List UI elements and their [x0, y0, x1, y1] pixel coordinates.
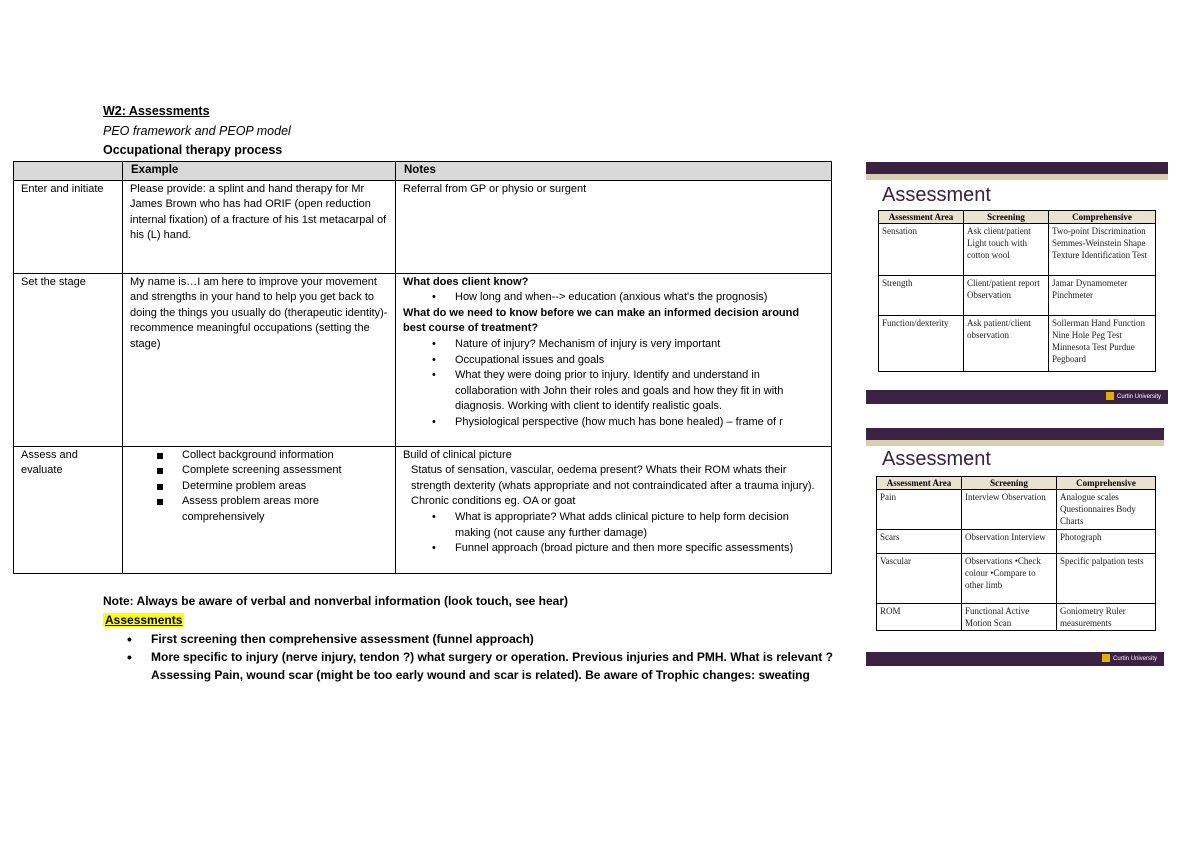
- notes-line: Status of sensation, vascular, oedema present? Whats their ROM whats their strength dexterity (whats appropriate and not contraindicated after a trauma injury). Chronic conditions eg. OA or goat: [411, 464, 815, 508]
- slide-cell: Functional Active Motion Scan: [962, 604, 1057, 631]
- example-cell: [123, 446, 396, 573]
- slide-header: Screening: [964, 211, 1049, 224]
- slide-footer: [866, 652, 1164, 666]
- list-item: • More specific to injury (nerve injury, tendon ?) what surgery or operation. Previous injuries and PMH. What is relevant ? Assessing Pain, wound scar (might be too early wound and scar is related). Be aware of Trophic changes: sweating: [103, 648, 863, 684]
- slide-cell: Specific palpation tests: [1057, 554, 1156, 604]
- table-header-example: Example: [123, 162, 396, 181]
- table-row: [14, 180, 832, 273]
- notes-cell: Referral from GP or physio or surgent: [396, 180, 832, 273]
- slide-cell: Pain: [877, 490, 962, 530]
- assessments-heading: Assessments: [105, 613, 183, 627]
- stage-cell: Enter and initiate: [14, 180, 123, 273]
- table-row: [879, 276, 1156, 316]
- note-text: Note: Always be aware of verbal and nonverbal information (look touch, see hear): [103, 594, 568, 608]
- list-item: Collect background information: [130, 448, 388, 464]
- table-row: [879, 316, 1156, 372]
- slide-header: Comprehensive: [1057, 477, 1156, 490]
- week-heading: W2: Assessments: [103, 104, 210, 118]
- table-row: [879, 224, 1156, 276]
- table-row: [877, 490, 1156, 530]
- slide-table: [878, 210, 1156, 372]
- table-header-blank: [14, 162, 123, 181]
- table-row: [14, 273, 832, 446]
- slide-header: Screening: [962, 477, 1057, 490]
- logo-text: Curtin University: [1113, 656, 1158, 662]
- list-item: • Occupational issues and goals: [403, 353, 824, 369]
- table-row: [877, 554, 1156, 604]
- assessments-list: [103, 630, 863, 684]
- slide-accent-bar: [866, 174, 1168, 180]
- slide-cell: Scars: [877, 530, 962, 554]
- list-item: • What they were doing prior to injury. Identify and understand in collaboration with John their roles and goals and how they fit in with diagnosis. Working with client to identify realistic goals.: [403, 368, 824, 415]
- slide-cell: Jamar Dynamometer Pinchmeter: [1049, 276, 1156, 316]
- slide-header: Assessment Area: [879, 211, 964, 224]
- slide-cell: Client/patient report Observation: [964, 276, 1049, 316]
- slide-cell: Sensation: [879, 224, 964, 276]
- stage-cell: Set the stage: [14, 273, 123, 446]
- slide-cell: Goniometry Ruler measurements: [1057, 604, 1156, 631]
- slide-cell: Observations •Check colour •Compare to other limb: [962, 554, 1057, 604]
- slide-cell: Vascular: [877, 554, 962, 604]
- notes-cell: [396, 273, 832, 446]
- notes-line: Build of clinical picture: [403, 448, 512, 461]
- curtin-logo: [1106, 392, 1162, 402]
- slide-cell: Observation Interview: [962, 530, 1057, 554]
- list-item: • First screening then comprehensive assessment (funnel approach): [103, 630, 863, 648]
- list-item: Assess problem areas more comprehensively: [130, 494, 388, 525]
- slide-cell: Sollerman Hand Function Nine Hole Peg Test Minnesota Test Purdue Pegboard: [1049, 316, 1156, 372]
- notes-cell: [396, 446, 832, 573]
- logo-mark-icon: [1106, 392, 1114, 400]
- slide-footer: [866, 390, 1168, 404]
- slide-cell: Ask client/patient Light touch with cotton wool: [964, 224, 1049, 276]
- slide-header: Assessment Area: [877, 477, 962, 490]
- list-item: • Nature of injury? Mechanism of injury is very important: [403, 337, 824, 353]
- curtin-logo: [1102, 654, 1158, 664]
- table-header-row: [879, 211, 1156, 224]
- slide-cell: Function/dexterity: [879, 316, 964, 372]
- example-cell: Please provide: a splint and hand therapy for Mr James Brown who has had ORIF (open reduction internal fixation) of a fracture of his 1st metacarpal of his (L) hand.: [123, 180, 396, 273]
- notes-list: [403, 510, 824, 557]
- slide-cell: Interview Observation: [962, 490, 1057, 530]
- slide-cell: Ask patient/client observation: [964, 316, 1049, 372]
- list-item: • Funnel approach (broad picture and then more specific assessments): [403, 541, 824, 557]
- table-header-notes: Notes: [396, 162, 832, 181]
- slide-cell: ROM: [877, 604, 962, 631]
- slide-title: Assessment: [882, 448, 991, 470]
- notes-question: What do we need to know before we can make an informed decision around best course of treatment?: [403, 306, 800, 335]
- ot-process-table: [13, 161, 832, 574]
- framework-subtitle: PEO framework and PEOP model: [103, 124, 291, 138]
- slide-cell: Strength: [879, 276, 964, 316]
- table-header-row: [14, 162, 832, 181]
- slide-cell: Two-point Discrimination Semmes-Weinstein Shape Texture Identification Test: [1049, 224, 1156, 276]
- slide-cell: Photograph: [1057, 530, 1156, 554]
- table-row: [877, 530, 1156, 554]
- list-item: Complete screening assessment: [130, 463, 388, 479]
- slide-cell: Analogue scales Questionnaires Body Charts: [1057, 490, 1156, 530]
- list-item: • How long and when--> education (anxious what's the prognosis): [403, 290, 824, 306]
- list-item: Determine problem areas: [130, 479, 388, 495]
- notes-list: [403, 337, 824, 431]
- example-cell: My name is…I am here to improve your movement and strengths in your hand to help you get back to doing the things you usually do (therapeutic identity)- recommence meaningful occupations (setting the stage): [123, 273, 396, 446]
- process-heading: Occupational therapy process: [103, 143, 283, 157]
- slide-title: Assessment: [882, 184, 991, 206]
- notes-list: [403, 290, 824, 306]
- logo-text: Curtin University: [1117, 394, 1162, 400]
- slide-sensation-strength: [866, 162, 1168, 404]
- example-list: [130, 448, 388, 526]
- notes-question: What does client know?: [403, 275, 529, 288]
- stage-cell: Assess and evaluate: [14, 446, 123, 573]
- slide-pain-rom: [866, 428, 1164, 666]
- slide-table: [876, 476, 1156, 631]
- table-row: [877, 604, 1156, 631]
- list-item: • Physiological perspective (how much has bone healed) – frame of r: [403, 415, 824, 431]
- table-header-row: [877, 477, 1156, 490]
- slide-header: Comprehensive: [1049, 211, 1156, 224]
- table-row: [14, 446, 832, 573]
- slide-accent-bar: [866, 440, 1164, 446]
- logo-mark-icon: [1102, 654, 1110, 662]
- list-item: • What is appropriate? What adds clinical picture to help form decision making (not cause any further damage): [403, 510, 824, 541]
